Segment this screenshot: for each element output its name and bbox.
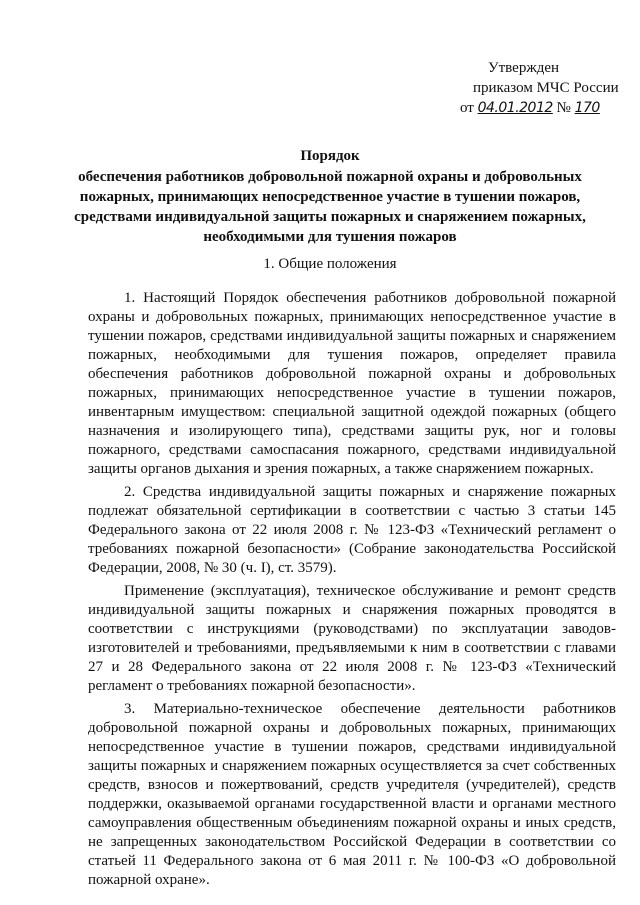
- title-line: средствами индивидуальной защиты пожарных и снаряжением пожарных,: [74, 209, 586, 225]
- approval-line-order: приказом МЧС России: [473, 80, 619, 96]
- approval-handwritten-date: 04.01.2012: [477, 100, 553, 116]
- paragraph: 3. Материально-техническое обеспечение деятельности работников добровольной пожарной охраны и добровольных пожарных, принимающих непосредственное участие в тушении пожаров, средствами индивидуальной защиты пожарных и снаряжением пожарных осуществляется за счет собственных средств, взносов и пожертвований, средств учредителя (учредителей), средств поддержки, оказываемой органами государственной власти и органами местного самоуправления общественным объединениям пожарной охраны и иных средств, не запрещенных законодательством Российской Федерации в соответствии со статьей 11 Федерального закона от 6 мая 2011 г. № 100-ФЗ «О добровольной пожарной охране».: [88, 701, 616, 888]
- paragraph: Применение (эксплуатация), техническое обслуживание и ремонт средств индивидуальной защиты пожарных и снаряжения пожарных проводятся в соответствии с инструкциями (руководствами) по эксплуатации заводов-изготовителей и требованиями, предъявляемыми к ним в соответствии с главами 27 и 28 Федерального закона от 22 июля 2008 г. № 123-ФЗ «Технический регламент о требованиях пожарной безопасности».: [88, 583, 616, 694]
- approval-line-date: [460, 98, 630, 118]
- approval-from-label: от: [460, 100, 474, 116]
- approval-stamp-block: [460, 58, 630, 118]
- section-heading: 1. Общие положения: [263, 256, 397, 272]
- title-word: Порядок: [300, 148, 360, 164]
- approval-line-approved: Утвержден: [488, 60, 560, 76]
- approval-number-sign: №: [556, 100, 571, 116]
- document-title: [60, 146, 600, 247]
- paragraph: 2. Средства индивидуальной защиты пожарных и снаряжение пожарных подлежат обязательной сертификации в соответствии с частью 3 статьи 145 Федерального закона от 22 июля 2008 г. № 123-ФЗ «Технический регламент о требованиях пожарной безопасности» (Собрание законодательства Российской Федерации, 2008, № 30 (ч. I), ст. 3579).: [88, 484, 616, 576]
- document-body: [88, 289, 616, 894]
- paragraph: 1. Настоящий Порядок обеспечения работников добровольной пожарной охраны и добровольных пожарных, принимающих непосредственное участие в тушении пожаров, средствами индивидуальной защиты пожарных и снаряжением пожарных, необходимыми для тушения пожаров, определяет правила обеспечения работников добровольной пожарной охраны и добровольных пожарных, принимающих непосредственное участие в тушении пожаров, инвентарным имуществом: специальной защитной одеждой пожарных (общего назначения и изолирующего типа), средствами защиты рук, ног и головы пожарного, средствами самоспасания пожарного, средствами индивидуальной защиты органов дыхания и зрения пожарных, а также снаряжением пожарных.: [88, 290, 616, 477]
- title-line: необходимыми для тушения пожаров: [203, 229, 457, 245]
- title-line: пожарных, принимающих непосредственное участие в тушении пожаров,: [79, 189, 581, 205]
- title-line: обеспечения работников добровольной пожарной охраны и добровольных: [78, 169, 582, 185]
- approval-handwritten-number: 170: [574, 100, 600, 116]
